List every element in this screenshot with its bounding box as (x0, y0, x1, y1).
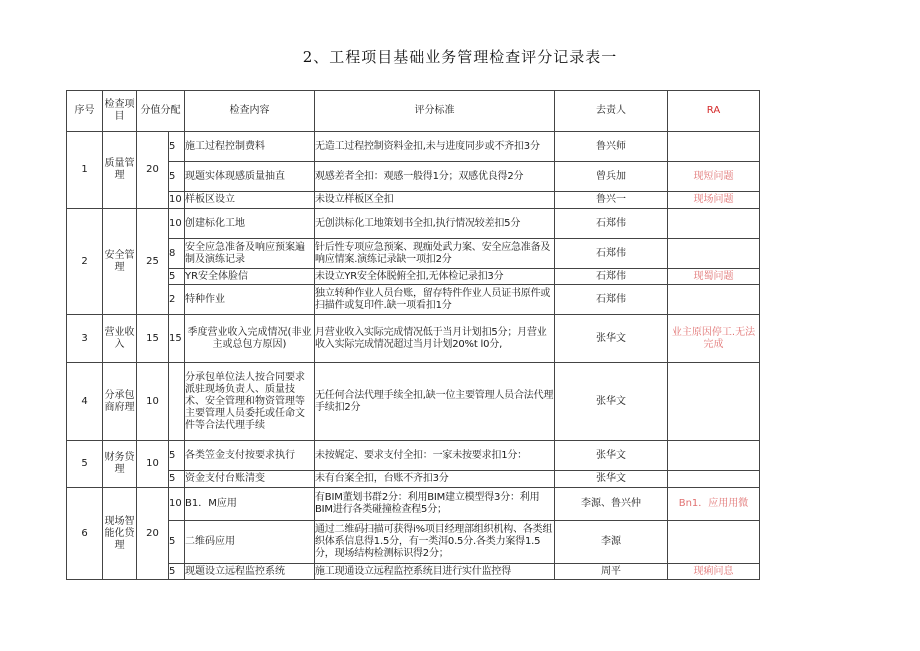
row-score: 5 (169, 471, 185, 488)
row-score: 5 (169, 162, 185, 192)
row-note: 业主原因停工.无法完成 (668, 315, 760, 363)
table-row (67, 564, 760, 580)
row-note: 现短问题 (668, 162, 760, 192)
row-content: YR安全体脸信 (185, 269, 315, 285)
row-person: 石郑伟 (555, 285, 668, 315)
group-total: 15 (137, 315, 169, 363)
header-ra: RA (668, 91, 760, 132)
row-content: 分承包单位法人按合同要求派驻现场负责人、质量技术、安全管理和物资管理等主要管理人员委托或任命文件等合法代理手续 (185, 363, 315, 441)
header-score: 分值分配 (137, 91, 185, 132)
row-score: 10 (169, 209, 185, 239)
row-person: 鲁兴一 (555, 192, 668, 209)
group-no: 2 (67, 209, 103, 315)
row-score: 10 (169, 488, 185, 521)
row-content: 季度营业收入完成情况(非业主或总包方原因) (185, 315, 315, 363)
group-total: 25 (137, 209, 169, 315)
row-score: 15 (169, 315, 185, 363)
row-note (668, 285, 760, 315)
row-note (668, 132, 760, 162)
group-total: 10 (137, 441, 169, 488)
row-content: 二维码应用 (185, 521, 315, 564)
row-person: 石郑伟 (555, 209, 668, 239)
row-note: 现场问题 (668, 192, 760, 209)
group-no: 1 (67, 132, 103, 209)
row-person: 周平 (555, 564, 668, 580)
row-score: 8 (169, 239, 185, 269)
row-criteria: 通过二维码扫描可获得i%项目经理部组织机构、各类组织体系信息得1.5分，有一类洱0.5分.各类力案得1.5分，现场结构检测标识得2分； (315, 521, 555, 564)
header-item: 检查项目 (103, 91, 137, 132)
row-person: 李源 (555, 521, 668, 564)
group-item: 现场智能化贷理 (103, 488, 137, 580)
row-note: Bn1．应用用微 (668, 488, 760, 521)
row-person: 张华文 (555, 315, 668, 363)
group-no: 4 (67, 363, 103, 441)
group-item: 分承包商府理 (103, 363, 137, 441)
group-no: 3 (67, 315, 103, 363)
row-criteria: 未有台案全扣，台账不齐扣3分 (315, 471, 555, 488)
table-row (67, 192, 760, 209)
group-no: 6 (67, 488, 103, 580)
row-note (668, 521, 760, 564)
group-item: 财务贷理 (103, 441, 137, 488)
header-no: 序号 (67, 91, 103, 132)
row-note (668, 471, 760, 488)
row-note (668, 441, 760, 471)
row-note: 现痢问息 (668, 564, 760, 580)
header-content: 检查内容 (185, 91, 315, 132)
row-score: 2 (169, 285, 185, 315)
row-score: 5 (169, 521, 185, 564)
row-criteria: 无任何合法代理手续全扣,缺一位主要管理人员合法代理手续扣2分 (315, 363, 555, 441)
row-person: 李源、鲁兴仲 (555, 488, 668, 521)
scoring-table (66, 90, 760, 580)
group-item: 营业收入 (103, 315, 137, 363)
row-content: 现题实体现感质量抽直 (185, 162, 315, 192)
row-criteria: 针后性专项应急预案、现痂处武力案、安全应急准备及响应情案.演练记录缺一项扣2分 (315, 239, 555, 269)
row-person: 张华文 (555, 471, 668, 488)
group-item: 安全管理 (103, 209, 137, 315)
row-score: 10 (169, 192, 185, 209)
row-content: 特种作业 (185, 285, 315, 315)
row-person: 石郑伟 (555, 269, 668, 285)
row-content: 施工过程控制费料 (185, 132, 315, 162)
row-content: 现题设立远程监控系统 (185, 564, 315, 580)
table-row (67, 363, 760, 441)
table-row (67, 488, 760, 521)
row-criteria: 有BIM董划书群2分：利用BIM建立模型得3分：利用BIM进行各类碰撞检查程5分； (315, 488, 555, 521)
table-row (67, 209, 760, 239)
group-no: 5 (67, 441, 103, 488)
row-note (668, 209, 760, 239)
row-criteria: 无创洪标化工地策划书全扣,执行情况较差扣5分 (315, 209, 555, 239)
row-person: 张华文 (555, 363, 668, 441)
row-criteria: 施工现通设立远程监控系统目进行实什监控得 (315, 564, 555, 580)
row-note: 现蜀问题 (668, 269, 760, 285)
table-row (67, 162, 760, 192)
table-row (67, 239, 760, 269)
group-total: 10 (137, 363, 169, 441)
table-row (67, 471, 760, 488)
row-criteria: 未设立YR安全体脱俯全扣,无体检记录扣3分 (315, 269, 555, 285)
row-note (668, 239, 760, 269)
page-title: 2、工程项目基础业务管理检查评分记录表一 (302, 48, 618, 66)
table-row (67, 132, 760, 162)
group-total: 20 (137, 488, 169, 580)
row-content: B1．M应用 (185, 488, 315, 521)
row-score: 5 (169, 564, 185, 580)
row-score: 5 (169, 441, 185, 471)
table-row (67, 315, 760, 363)
table-row (67, 269, 760, 285)
row-content: 资金支付台账清变 (185, 471, 315, 488)
row-criteria: 独立转种作业人员台账，留存特件作业人员证书原件或扫描件或复印件.缺一项看扣1分 (315, 285, 555, 315)
header-criteria: 评分标准 (315, 91, 555, 132)
row-content: 创建标化工地 (185, 209, 315, 239)
row-content: 样板区设立 (185, 192, 315, 209)
table-row (67, 441, 760, 471)
row-content: 各类笠金支付按要求执行 (185, 441, 315, 471)
row-criteria: 月营业收入实际完成情况低于当月计划扣5分；月营业收入实际完成情况超过当月计划20%t l0分, (315, 315, 555, 363)
row-person: 石郑伟 (555, 239, 668, 269)
row-criteria: 观感差者全扣：观感一般得1分；双感优良得2分 (315, 162, 555, 192)
row-score: 5 (169, 269, 185, 285)
row-person: 张华文 (555, 441, 668, 471)
row-content: 安全应急准备及响应预案遍制及演练记录 (185, 239, 315, 269)
row-score: 5 (169, 132, 185, 162)
row-criteria: 未按娓定、要求支付全扣：一家未按要求扣1分： (315, 441, 555, 471)
row-criteria: 未设立样板区全扣 (315, 192, 555, 209)
row-score (169, 363, 185, 441)
row-person: 鲁兴师 (555, 132, 668, 162)
table-row (67, 285, 760, 315)
table-row (67, 521, 760, 564)
group-item: 质量管理 (103, 132, 137, 209)
row-criteria: 无造工过程控制资料金扣,未与进度同步或不齐扣3分 (315, 132, 555, 162)
header-person: 去责人 (555, 91, 668, 132)
row-person: 曾兵加 (555, 162, 668, 192)
group-total: 20 (137, 132, 169, 209)
header-row (67, 91, 760, 132)
row-note (668, 363, 760, 441)
